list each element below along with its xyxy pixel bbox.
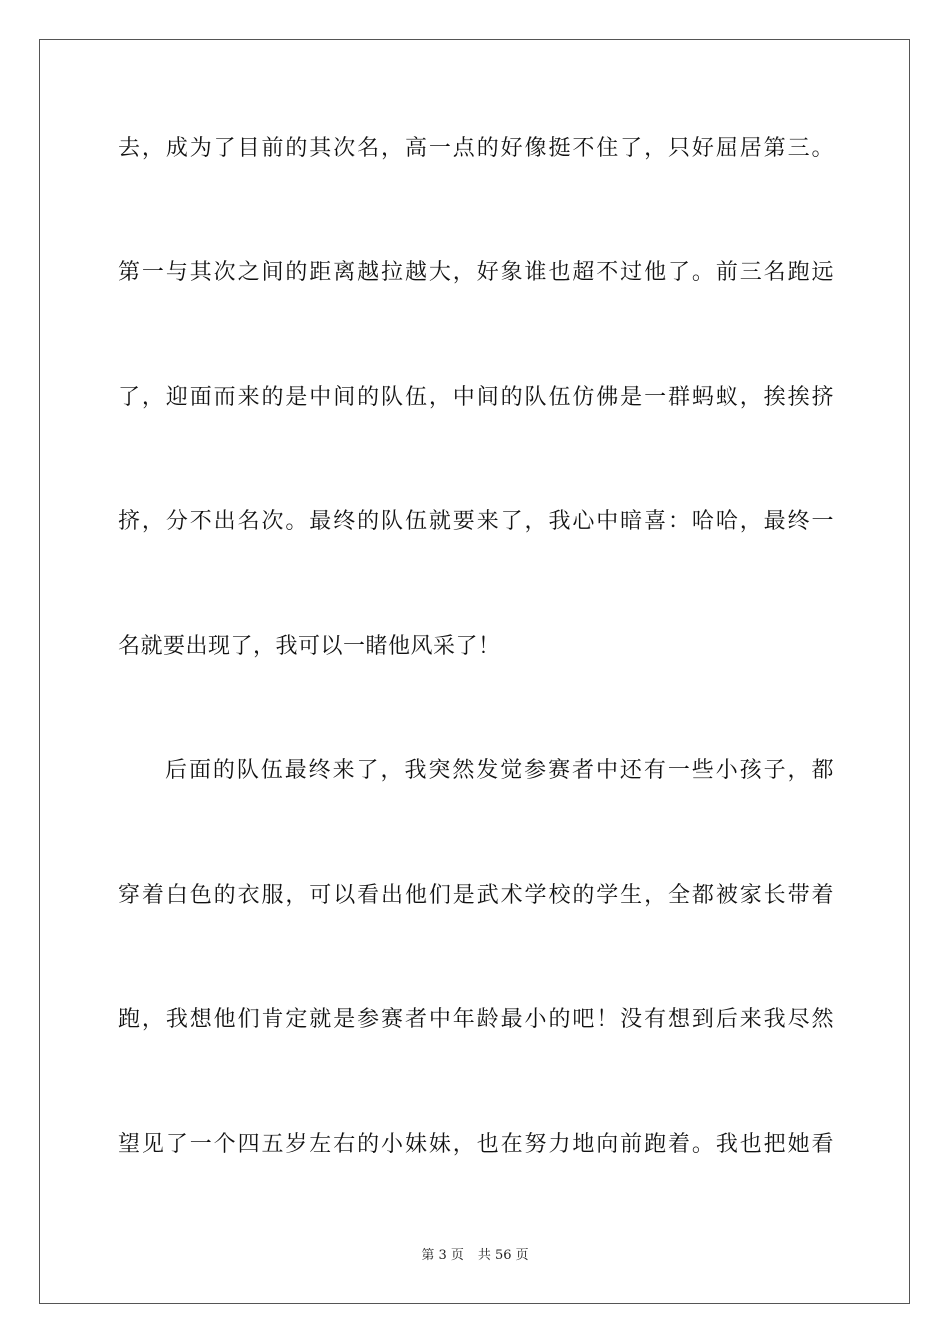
text-line: 跑，我想他们肯定就是参赛者中年龄最小的吧！没有想到后来我尽然 bbox=[118, 1007, 834, 1032]
page-number: 第 3 页 bbox=[421, 1248, 464, 1263]
text-line: 挤，分不出名次。最终的队伍就要来了，我心中暗喜：哈哈，最终一 bbox=[118, 509, 834, 534]
text-line: 穿着白色的衣服，可以看出他们是武术学校的学生，全都被家长带着 bbox=[118, 883, 834, 908]
page-footer bbox=[0, 1247, 950, 1265]
text-line: 去，成为了目前的其次名，高一点的好像挺不住了，只好屈居第三。 bbox=[118, 136, 834, 161]
text-line: 了，迎面而来的是中间的队伍，中间的队伍仿佛是一群蚂蚁，挨挨挤 bbox=[118, 385, 834, 410]
paragraph-first-line: 后面的队伍最终来了，我突然发觉参赛者中还有一些小孩子，都 bbox=[165, 758, 834, 783]
text-line: 第一与其次之间的距离越拉越大，好象谁也超不过他了。前三名跑远 bbox=[118, 260, 834, 285]
text-line: 名就要出现了，我可以一睹他风采了！ bbox=[118, 634, 501, 659]
page-total: 共 56 页 bbox=[477, 1248, 529, 1263]
text-line: 望见了一个四五岁左右的小妹妹，也在努力地向前跑着。我也把她看 bbox=[118, 1132, 834, 1157]
page-border bbox=[39, 39, 910, 1304]
